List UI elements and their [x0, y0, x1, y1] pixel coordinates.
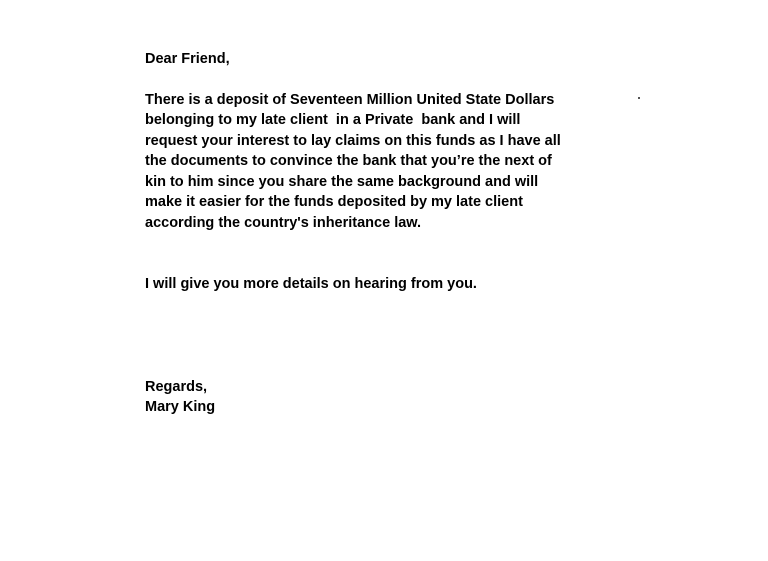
body-line: the documents to convince the bank that you’re the next of	[145, 153, 552, 169]
closing-line: I will give you more details on hearing from you.	[145, 276, 477, 292]
signoff: Regards,	[145, 378, 208, 395]
stray-dot	[638, 97, 640, 99]
letter-document	[145, 49, 625, 418]
body-line: kin to him since you share the same background and will	[145, 173, 539, 190]
body-line: make it easier for the funds deposited by my late client	[145, 194, 523, 210]
greeting: Dear Friend,	[145, 51, 230, 67]
signature: Mary King	[145, 399, 216, 415]
body-line: belonging to my late client in a Private bank and I will	[145, 112, 521, 128]
body-line: according the country's inheritance law.	[145, 214, 422, 231]
body-line: request your interest to lay claims on this funds as I have all	[145, 132, 561, 149]
body-paragraph	[145, 90, 625, 234]
body-line: There is a deposit of Seventeen Million United State Dollars	[145, 91, 555, 108]
